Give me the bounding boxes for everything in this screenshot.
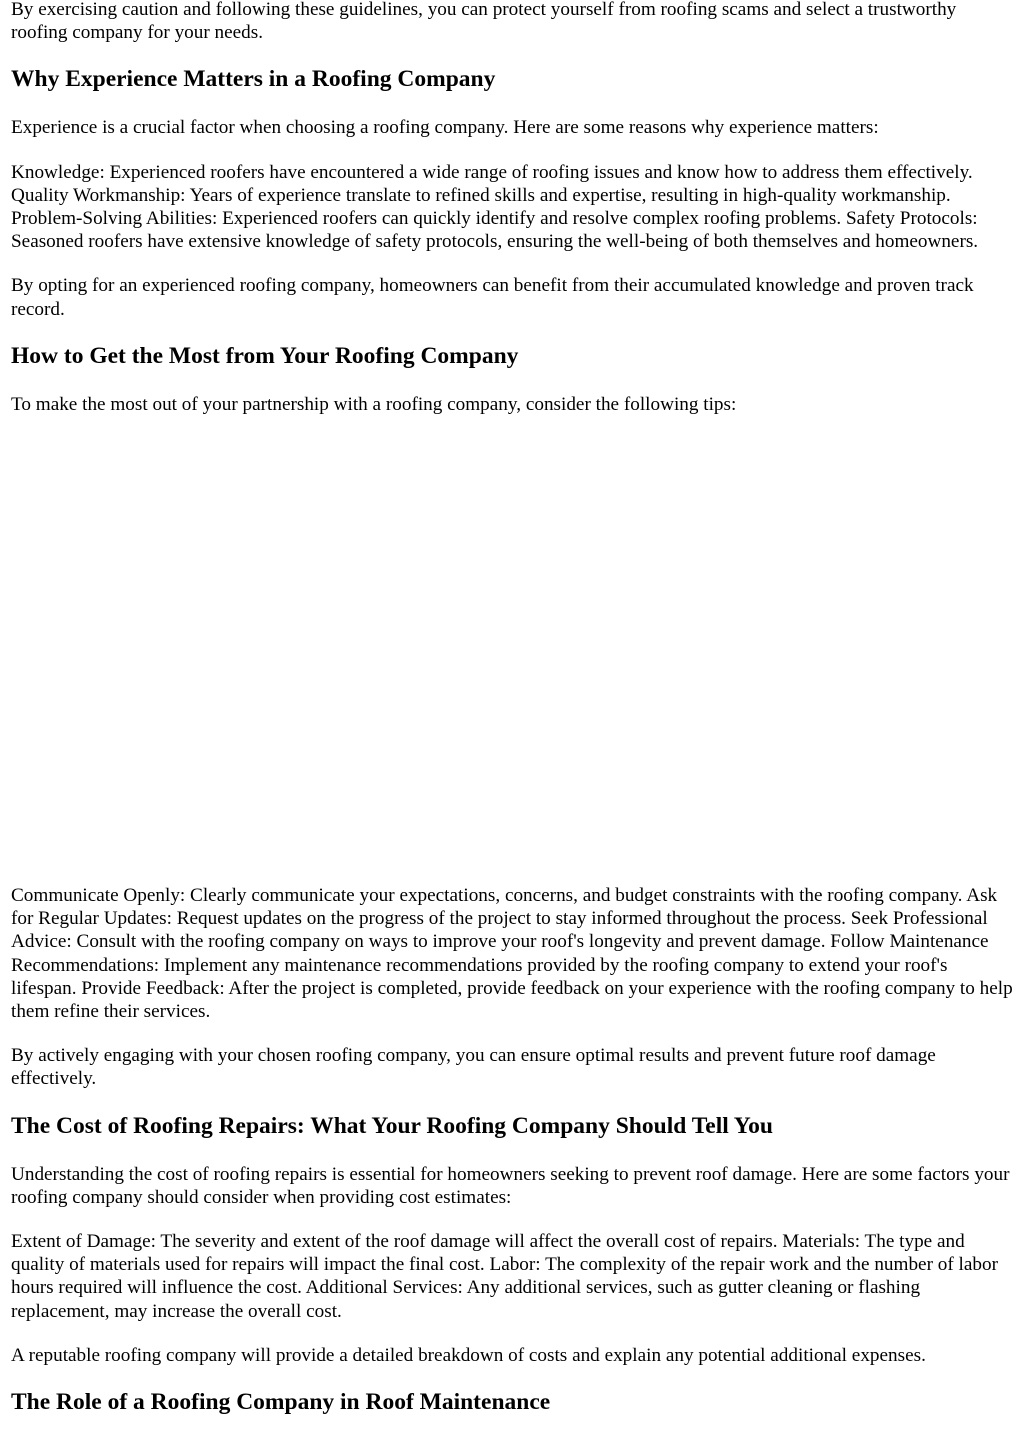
- heading-maintenance: The Role of a Roofing Company in Roof Maintenance: [11, 1389, 551, 1416]
- blank-space: [11, 437, 1013, 884]
- paragraph-cost-intro: Understanding the cost of roofing repairs is essential for homeowners seeking to prevent roof damage. Here are some factors your roofing company should consider when providing cost estimates:: [11, 1163, 1010, 1208]
- paragraph-get-most-conclusion: By actively engaging with your chosen roofing company, you can ensure optimal results and prevent future roof damage effectively.: [11, 1045, 936, 1090]
- paragraph-get-most-tips: Communicate Openly: Clearly communicate your expectations, concerns, and budget constraints with the roofing company. Ask for Regular Updates: Request updates on the progress of the project to stay informed throughout the process. Seek Professional Advice: Consult with the roofing company on ways to improve your roof's longevity and prevent damage. Follow Maintenance Recommendations: Implement any maintenance recommendations provided by the roofing company to extend your roof's lifespan. Provide Feedback: After the project is completed, provide feedback on your experience with the roofing company to help them refine their services.: [11, 885, 1013, 1023]
- intro-paragraph: By exercising caution and following these guidelines, you can protect yourself from roofing scams and select a trustworthy roofing company for your needs.: [11, 0, 957, 44]
- paragraph-experience-reasons: Knowledge: Experienced roofers have encountered a wide range of roofing issues and know how to address them effectively. Quality Workmanship: Years of experience translate to refined skills and expertise, resulting in high-quality workmanship. Problem-Solving Abilities: Experienced roofers can quickly identify and resolve complex roofing problems. Safety Protocols: Seasoned roofers have extensive knowledge of safety protocols, ensuring the well-being of both themselves and homeowners.: [11, 161, 979, 253]
- paragraph-get-most-intro: To make the most out of your partnership with a roofing company, consider the following tips:: [11, 393, 737, 415]
- paragraph-cost-conclusion: A reputable roofing company will provide a detailed breakdown of costs and explain any potential additional expenses.: [11, 1344, 926, 1366]
- heading-get-most: How to Get the Most from Your Roofing Company: [11, 342, 519, 369]
- paragraph-experience-intro: Experience is a crucial factor when choosing a roofing company. Here are some reasons why experience matters:: [11, 117, 879, 139]
- paragraph-experience-conclusion: By opting for an experienced roofing company, homeowners can benefit from their accumulated knowledge and proven track record.: [11, 275, 974, 320]
- heading-experience: Why Experience Matters in a Roofing Company: [11, 66, 496, 93]
- paragraph-cost-factors: Extent of Damage: The severity and extent of the roof damage will affect the overall cost of repairs. Materials: The type and quality of materials used for repairs will impact the final cost. Labor: The complexity of the repair work and the number of labor hours required will influence the cost. Additional Services: Any additional services, such as gutter cleaning or flashing replacement, may increase the overall cost.: [11, 1231, 998, 1322]
- heading-cost: The Cost of Roofing Repairs: What Your Roofing Company Should Tell You: [11, 1112, 773, 1139]
